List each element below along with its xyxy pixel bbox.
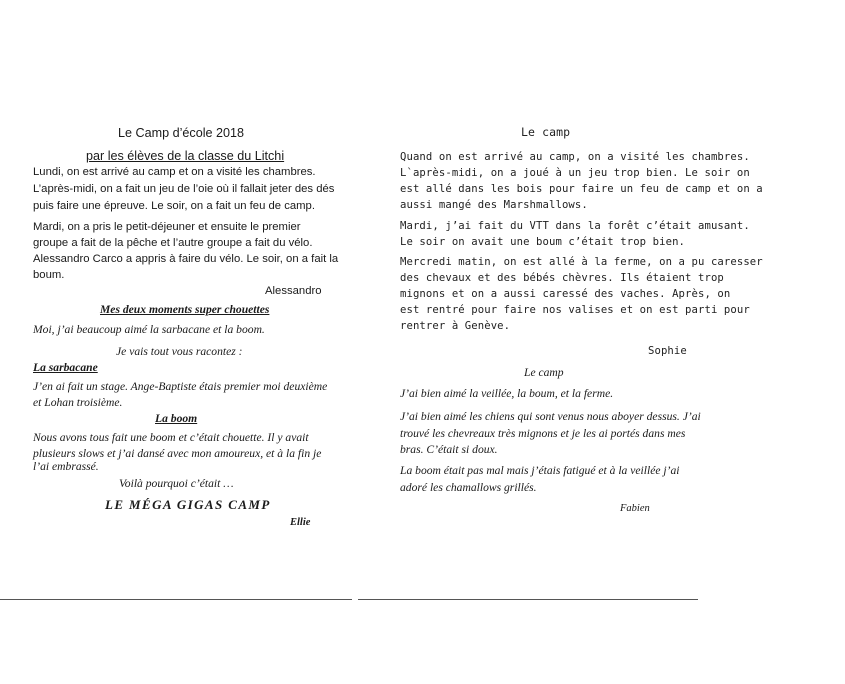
story2-boom-line: plusieurs slows et j’ai dansé avec mon amoureux, et à la fin je: [33, 447, 322, 460]
story2-heading: Mes deux moments super chouettes: [100, 303, 270, 316]
story3-line: Quand on est arrivé au camp, on a visité les chambres.: [400, 151, 750, 163]
story2-tell: Je vais tout vous racontez :: [116, 345, 243, 358]
story3-line: Mardi, j’ai fait du VTT dans la forêt c’était amusant.: [400, 220, 750, 232]
story3-title: Le camp: [521, 125, 571, 139]
left-page-bottom-rule: [0, 599, 352, 600]
story2-subheading-boom: La boom: [155, 412, 198, 425]
story4-line: La boom était pas mal mais j’étais fatigué et à la veillée j’ai: [400, 464, 680, 477]
story3-line: des chevaux et des bébés chèvres. Ils étaient trop: [400, 272, 724, 284]
story3-author: Sophie: [648, 345, 687, 357]
story1-line: Alessandro Carco a appris à faire du vélo. Le soir, on a fait la: [33, 253, 339, 265]
story2-author: Ellie: [290, 517, 311, 528]
story2-sarbacane-line: J’en ai fait un stage. Ange-Baptiste étais premier moi deuxième: [33, 380, 328, 393]
story4-title: Le camp: [524, 366, 564, 379]
story3-line: est rentré pour faire nos valises et on est parti pour: [400, 304, 750, 316]
right-page: [400, 0, 845, 684]
story1-line: L’après-midi, on a fait un jeu de l’oie où il fallait jeter des dés: [33, 183, 335, 195]
story1-line: Lundi, on est arrivé au camp et on a visité les chambres.: [33, 166, 316, 178]
story4-line: adoré les chamallows grillés.: [400, 481, 537, 494]
story1-line: groupe a fait de la pêche et l’autre groupe a fait du vélo.: [33, 237, 313, 249]
story1-author: Alessandro: [265, 285, 322, 297]
story3-line: Le soir on avait une boum c’était trop bien.: [400, 236, 686, 248]
right-page-bottom-rule: [358, 599, 698, 600]
story4-line: J’ai bien aimé la veillée, la boum, et la ferme.: [400, 387, 614, 400]
story4-line: trouvé les chevreaux très mignons et je les ai portés dans mes: [400, 427, 686, 440]
story4-line: bras. C’était si doux.: [400, 443, 498, 456]
story1-line: puis faire une épreuve. Le soir, on a fait un feu de camp.: [33, 200, 315, 212]
left-page: [0, 0, 420, 684]
story1-line: Mardi, on a pris le petit-déjeuner et ensuite le premier: [33, 221, 301, 233]
document-subtitle: par les élèves de la classe du Litchi: [86, 149, 285, 163]
story2-sarbacane-line: et Lohan troisième.: [33, 396, 123, 409]
story3-line: L`après-midi, on a joué à un jeu trop bien. Le soir on: [400, 167, 750, 179]
story3-line: rentrer à Genève.: [400, 320, 511, 332]
story2-boom-line: Nous avons tous fait une boom et c’était chouette. Il y avait: [33, 431, 309, 444]
story4-author: Fabien: [620, 503, 650, 514]
story4-line: J’ai bien aimé les chiens qui sont venus nous aboyer dessus. J’ai: [400, 410, 701, 423]
story3-line: mignons et on a aussi caressé des vaches. Après, on: [400, 288, 731, 300]
story2-intro: Moi, j’ai beaucoup aimé la sarbacane et la boom.: [33, 323, 265, 336]
story2-subheading-sarbacane: La sarbacane: [33, 361, 98, 374]
story2-conclusion: Voilà pourquoi c’était …: [119, 477, 234, 490]
story2-banner: LE MÉGA GIGAS CAMP: [105, 497, 271, 512]
story1-line: boum.: [33, 269, 65, 281]
story3-line: est allé dans les bois pour faire un feu de camp et on a: [400, 183, 763, 195]
story2-boom-line: l’ai embrassé.: [33, 460, 99, 473]
document-title: Le Camp d’école 2018: [118, 126, 245, 140]
story3-line: Mercredi matin, on est allé à la ferme, on a pu caresser: [400, 256, 763, 268]
story3-line: aussi mangé des Marshmallows.: [400, 199, 588, 211]
